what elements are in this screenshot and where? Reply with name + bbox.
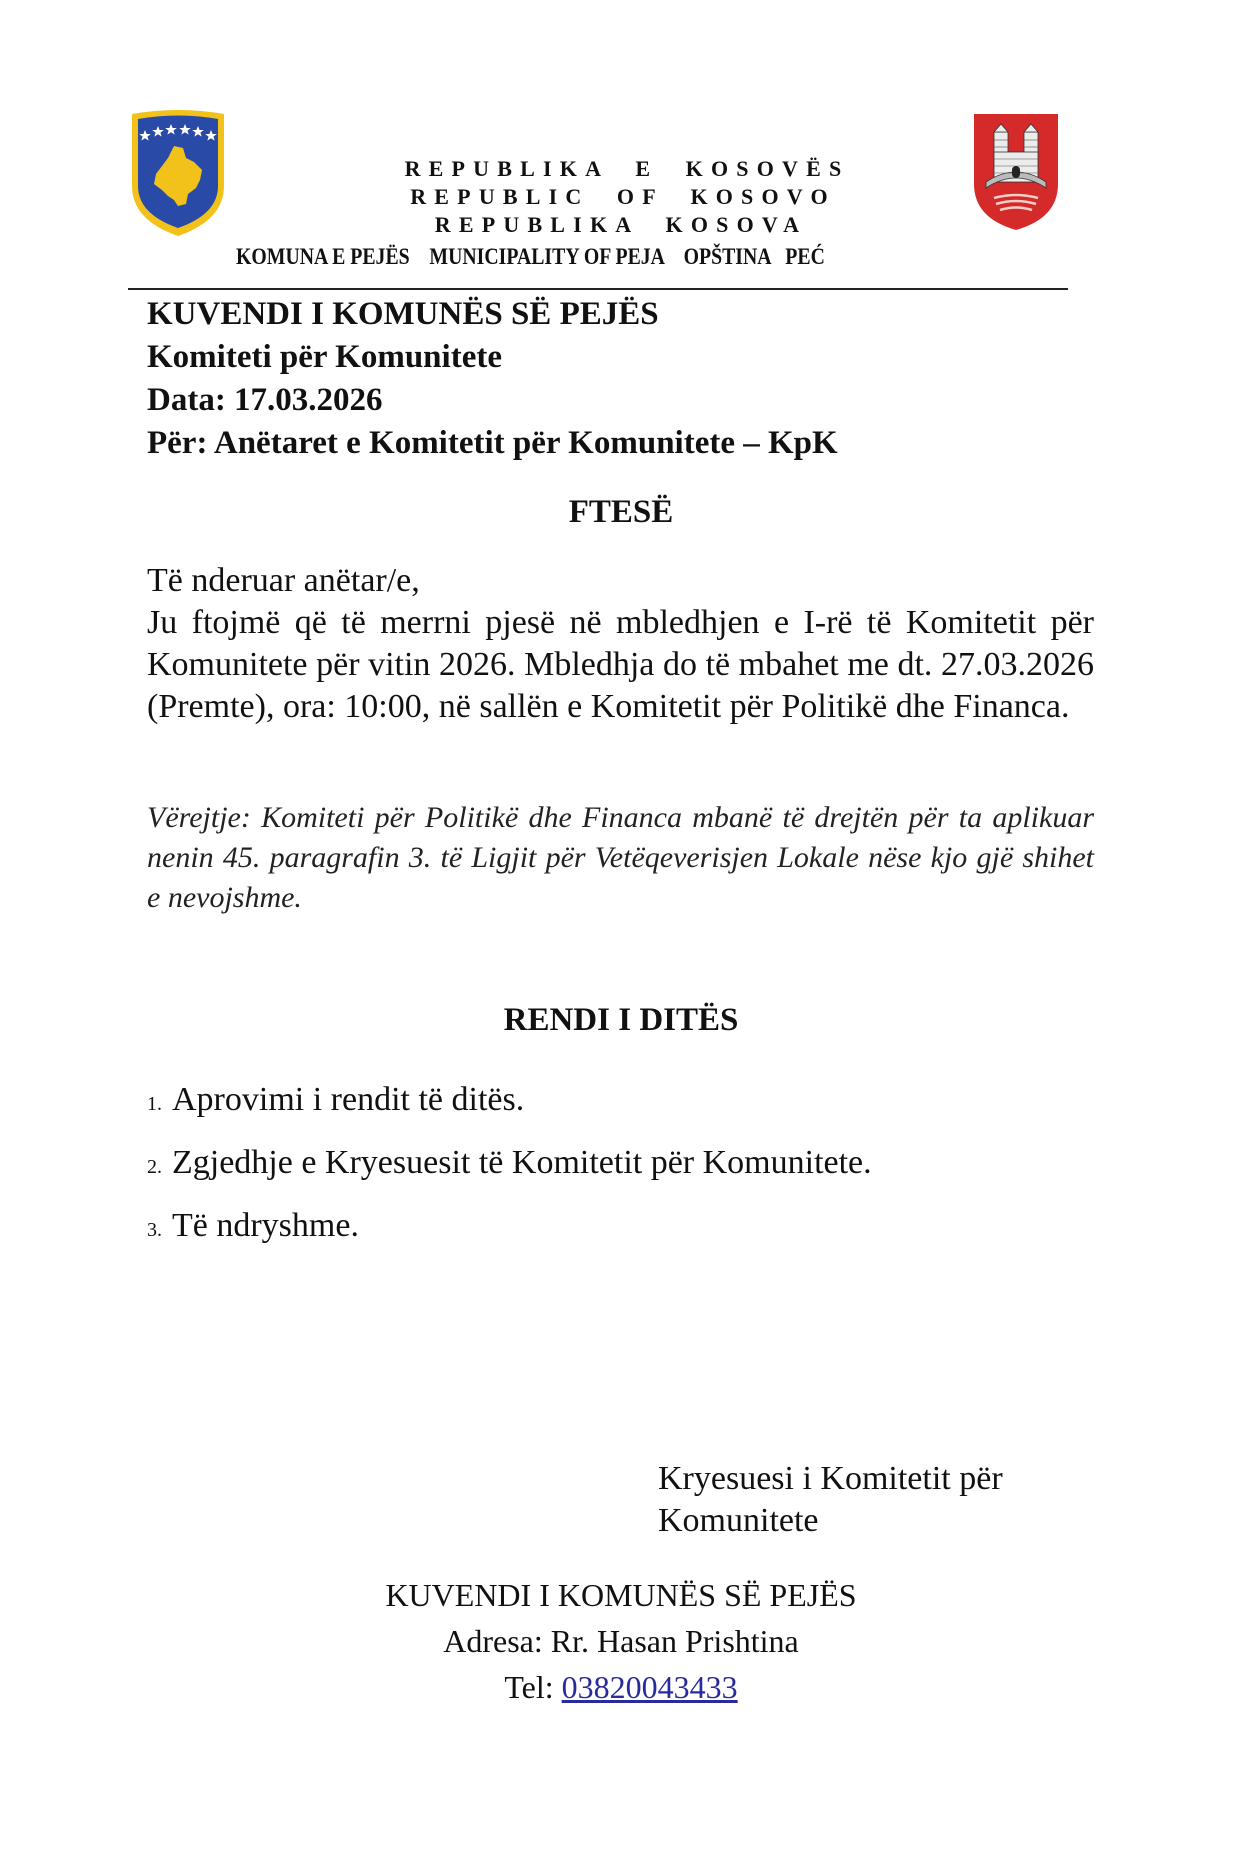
footer-phone-label: Tel:: [504, 1669, 562, 1705]
agenda-item-text: Zgjedhje e Kryesuesit të Komitetit për Komunitete.: [172, 1144, 872, 1181]
agenda-item-number: 1.: [147, 1093, 162, 1115]
invitation-paragraph: Ju ftojmë që të merrni pjesë në mbledhjen e I-rë të Komitetit për Komunitete për vitin 2026. Mbledhja do të mbahet me dt. 27.03.2026 (Premte), ora: 10:00, në sallën e Komitetit për Politikë dhe Financa.: [147, 604, 1094, 725]
agenda-item-number: 2.: [147, 1156, 162, 1178]
assembly-name: KUVENDI I KOMUNËS SË PEJËS: [147, 296, 659, 332]
footer-phone: [0, 1664, 1242, 1710]
agenda-item: [147, 1194, 872, 1257]
greeting: Të nderuar anëtar/e,: [147, 562, 420, 599]
footer: [0, 1572, 1242, 1710]
agenda-title: RENDI I DITËS: [503, 1002, 739, 1038]
letterhead-divider: [128, 288, 1068, 290]
committee-name: Komiteti për Komunitete: [147, 339, 502, 375]
letterhead-republic-of-kosovo: REPUBLIC OF KOSOVO: [410, 184, 836, 209]
agenda-item: [147, 1068, 872, 1131]
letter-recipients: Për: Anëtaret e Komitetit për Komunitete – KpK: [147, 425, 838, 461]
invitation-title: FTESË: [568, 494, 674, 530]
legal-note: Vërejtje: Komiteti për Politikë dhe Financa mbanë të drejtën për ta aplikuar nenin 45. paragrafin 3. të Ligjit për Vetëqeverisjen Lokale nëse kjo gjë shihet e nevojshme.: [147, 801, 1094, 914]
letterhead-municipality-text: KOMUNA E PEJËS MUNICIPALITY OF PEJA OPŠTINA PEĆ: [236, 244, 825, 269]
letter-date: Data: 17.03.2026: [147, 382, 383, 418]
letterhead-republika-kosova: REPUBLIKA KOSOVA: [434, 212, 808, 237]
agenda-item-number: 3.: [147, 1219, 162, 1241]
signature-title-line1: Kryesuesi i Komitetit për: [658, 1460, 1003, 1497]
footer-address: Adresa: Rr. Hasan Prishtina: [443, 1623, 799, 1659]
letterhead-municipality: [236, 243, 966, 271]
letter-heading: [147, 293, 838, 465]
invitation-body: [147, 560, 1094, 728]
signature-block: [658, 1458, 1003, 1542]
letterhead-republika-e-kosoves: REPUBLIKA E KOSOVËS: [404, 156, 850, 181]
agenda-item-text: Aprovimi i rendit të ditës.: [172, 1081, 525, 1118]
agenda-list: [147, 1068, 872, 1257]
agenda-item: [147, 1131, 872, 1194]
phone-link[interactable]: 03820043433: [561, 1669, 738, 1705]
footer-assembly: KUVENDI I KOMUNËS SË PEJËS: [385, 1577, 857, 1613]
signature-title-line2: Komunitete: [658, 1502, 819, 1539]
agenda-item-text: Të ndryshme.: [172, 1207, 359, 1244]
